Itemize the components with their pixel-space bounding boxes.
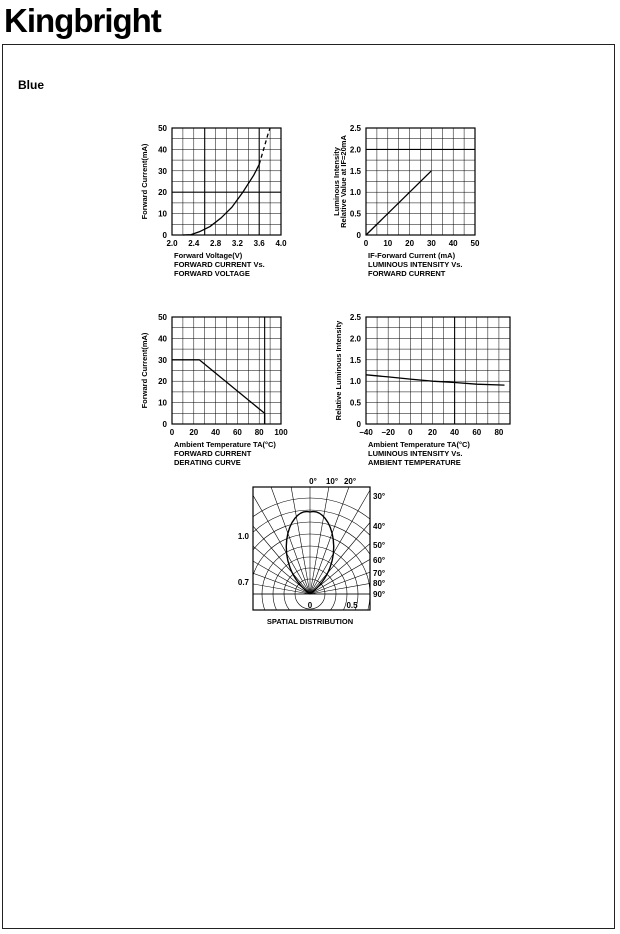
series-line — [259, 128, 270, 164]
x-tick-label: 0 — [408, 428, 413, 437]
chart-caption: FORWARD CURRENT — [368, 269, 446, 278]
x-tick-label: 40 — [448, 239, 458, 248]
x-tick-label: 60 — [472, 428, 482, 437]
y-tick-label: 20 — [158, 377, 167, 387]
chart-c1 — [172, 128, 281, 235]
angle-label: 70° — [373, 569, 386, 578]
x-tick-label: 10 — [383, 239, 393, 248]
y-tick-label: 10 — [158, 209, 167, 219]
y-tick-label: 2.5 — [349, 124, 361, 133]
x-tick-label: 50 — [470, 239, 480, 248]
angle-label: 0° — [309, 477, 317, 486]
x-tick-label: −40 — [359, 428, 373, 437]
chart-caption: LUMINOUS INTENSITY Vs. — [368, 449, 463, 458]
chart-caption: FORWARD CURRENT — [174, 449, 252, 458]
x-axis-label: Ambient Temperature TA(°C) — [368, 440, 470, 449]
y-tick-label: 50 — [158, 124, 167, 133]
angle-label: 20° — [343, 477, 357, 486]
polar-ray — [310, 494, 483, 594]
brand-logo: Kingbright — [4, 2, 161, 39]
angle-label: 50° — [373, 541, 386, 550]
polar-ray — [310, 526, 498, 594]
y-tick-label: 1.0 — [349, 377, 361, 387]
y-tick-label: 0 — [356, 231, 361, 240]
section-title: Blue — [18, 78, 45, 92]
x-axis-label: Forward Voltage(V) — [174, 251, 243, 260]
x-axis-label: IF-Forward Current (mA) — [368, 251, 456, 260]
x-tick-label: 100 — [274, 428, 288, 437]
radius-label: 0.7 — [237, 578, 249, 587]
radius-label: 0 — [307, 601, 313, 610]
x-tick-label: 80 — [494, 428, 504, 437]
chart-caption: FORWARD CURRENT Vs. — [174, 260, 265, 269]
x-tick-label: −20 — [381, 428, 395, 437]
chart-c4 — [366, 317, 510, 424]
chart-c2 — [366, 128, 475, 235]
series-line — [366, 375, 505, 385]
y-axis-label: Forward Current(mA) — [140, 332, 149, 409]
y-tick-label: 0 — [162, 231, 167, 240]
x-tick-label: 0 — [169, 428, 175, 437]
x-tick-label: 40 — [211, 428, 221, 437]
y-tick-label: 50 — [158, 313, 167, 322]
radius-label: 1.0 — [237, 532, 249, 541]
x-tick-label: 4.0 — [275, 239, 287, 248]
x-tick-label: 20 — [189, 428, 199, 437]
polar-grid — [110, 394, 510, 690]
angle-label: 30° — [373, 492, 386, 501]
chart-caption: FORWARD VOLTAGE — [174, 269, 250, 278]
y-axis-label: Luminous Intensity — [332, 147, 341, 216]
y-tick-label: 0.5 — [349, 209, 361, 219]
y-tick-label: 0 — [356, 420, 361, 429]
y-tick-label: 1.5 — [349, 355, 361, 365]
x-tick-label: 80 — [254, 428, 264, 437]
x-tick-label: 2.8 — [210, 239, 222, 248]
y-tick-label: 30 — [158, 355, 167, 365]
y-tick-label: 1.0 — [349, 188, 361, 198]
angle-label: 60° — [373, 556, 386, 565]
y-tick-label: 1.5 — [349, 166, 361, 176]
radius-label: 0.5 — [346, 601, 358, 610]
y-axis-label: Relative Luminous Intensity — [334, 320, 343, 421]
angle-label: 80° — [373, 579, 386, 588]
chart-c3 — [172, 317, 281, 424]
x-tick-label: 3.2 — [231, 239, 243, 248]
chart-c5 — [110, 394, 510, 690]
y-tick-label: 40 — [158, 145, 167, 155]
x-tick-label: 2.4 — [188, 239, 200, 248]
angle-label: 10° — [325, 477, 339, 486]
y-tick-label: 0.5 — [349, 398, 361, 408]
y-tick-label: 20 — [158, 188, 167, 198]
chart-caption: DERATING CURVE — [174, 458, 241, 467]
polar-ray — [137, 494, 310, 594]
x-tick-label: 20 — [428, 428, 437, 437]
x-tick-label: 3.6 — [253, 239, 265, 248]
chart-caption: LUMINOUS INTENSITY Vs. — [368, 260, 463, 269]
x-tick-label: 30 — [426, 239, 436, 248]
y-tick-label: 2.5 — [349, 313, 361, 322]
x-tick-label: 20 — [405, 239, 415, 248]
y-axis-label: Forward Current(mA) — [140, 143, 149, 220]
y-tick-label: 0 — [162, 420, 167, 429]
y-tick-label: 30 — [158, 166, 167, 176]
y-tick-label: 2.0 — [349, 334, 361, 344]
x-axis-label: Ambient Temperature TA(°C) — [174, 440, 276, 449]
x-tick-label: 2.0 — [166, 239, 178, 248]
y-tick-label: 10 — [158, 398, 167, 408]
angle-label: 40° — [373, 522, 386, 531]
x-tick-label: 40 — [450, 428, 460, 437]
y-axis-label-2: Relative Value at IF=20mA — [339, 135, 348, 228]
x-tick-label: 60 — [232, 428, 242, 437]
polar-ray — [157, 465, 310, 594]
angle-label: 90° — [373, 590, 386, 599]
chart-caption: SPATIAL DISTRIBUTION — [266, 617, 354, 626]
y-tick-label: 40 — [158, 334, 167, 344]
polar-ray — [122, 526, 310, 594]
chart-caption: AMBIENT TEMPERATURE — [368, 458, 461, 467]
y-tick-label: 2.0 — [349, 145, 361, 155]
x-tick-label: 0 — [363, 239, 369, 248]
